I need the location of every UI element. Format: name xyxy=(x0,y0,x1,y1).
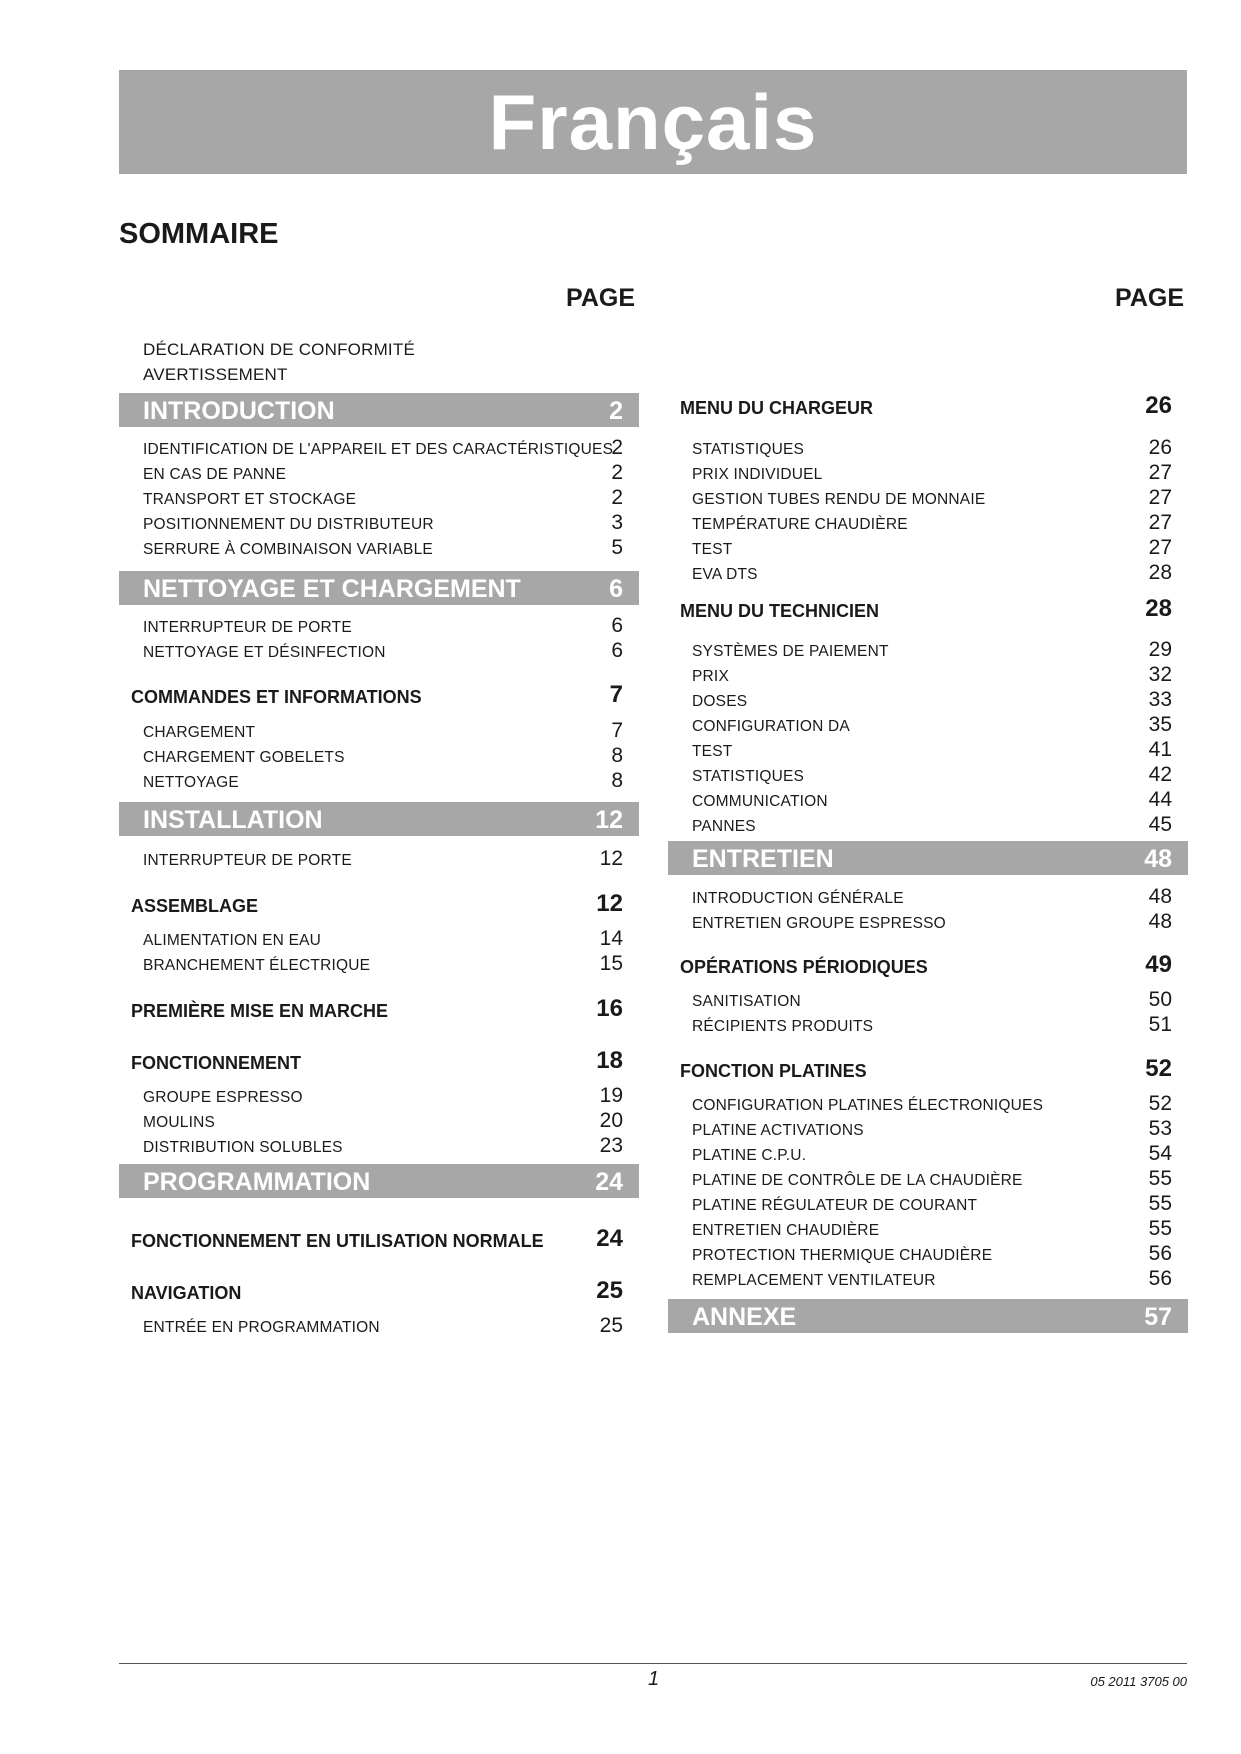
toc-entry xyxy=(668,1015,1188,1039)
toc-entry-page: 2 xyxy=(611,436,623,459)
toc-entry xyxy=(668,1119,1188,1143)
toc-entry-title: TRANSPORT ET STOCKAGE xyxy=(143,491,357,508)
toc-entry-page: 7 xyxy=(611,719,623,742)
toc-heading xyxy=(119,1226,639,1252)
toc-heading xyxy=(668,393,1188,419)
toc-entry-title: PLATINE RÉGULATEUR DE COURANT xyxy=(692,1197,978,1214)
toc-entry-page: 48 xyxy=(1148,885,1172,908)
toc-entry xyxy=(668,1219,1188,1243)
toc-entry-page: 57 xyxy=(1144,1303,1172,1331)
toc-entry-page: 52 xyxy=(1148,1092,1172,1115)
toc-entry-page: 48 xyxy=(1148,910,1172,933)
toc-section-bar xyxy=(119,393,639,427)
toc-section-bar xyxy=(119,571,639,605)
toc-entry-page: 18 xyxy=(596,1047,623,1074)
toc-entry-title: ENTRETIEN GROUPE ESPRESSO xyxy=(692,915,946,932)
toc-entry xyxy=(668,1269,1188,1293)
toc-entry-title: ENTRÉE EN PROGRAMMATION xyxy=(143,1319,380,1336)
toc-entry-title: POSITIONNEMENT DU DISTRIBUTEUR xyxy=(143,516,434,533)
toc-entry-page: 25 xyxy=(596,1277,623,1304)
toc-entry-title: DÉCLARATION DE CONFORMITÉ xyxy=(143,340,415,359)
toc-entry-page: 41 xyxy=(1148,738,1172,761)
toc-entry-title: STATISTIQUES xyxy=(692,441,805,458)
toc-entry xyxy=(668,715,1188,739)
toc-entry-page: 27 xyxy=(1148,461,1172,484)
toc-entry-title: REMPLACEMENT VENTILATEUR xyxy=(692,1272,936,1289)
banner-title: Français xyxy=(488,78,818,166)
toc-entry xyxy=(668,1244,1188,1268)
toc-entry-page: 2 xyxy=(611,486,623,509)
toc-entry-title: EN CAS DE PANNE xyxy=(143,466,287,483)
toc-entry-page: 6 xyxy=(611,614,623,637)
toc-entry-title: TEST xyxy=(692,743,733,760)
toc-entry-title: OPÉRATIONS PÉRIODIQUES xyxy=(680,957,928,977)
toc-entry-title: INTRODUCTION GÉNÉRALE xyxy=(692,890,904,907)
toc-section-bar xyxy=(668,841,1188,875)
toc-entry-title: TEST xyxy=(692,541,733,558)
toc-entry xyxy=(668,438,1188,462)
toc-entry-page: 2 xyxy=(609,397,623,425)
toc-entry-page: 23 xyxy=(599,1134,623,1157)
toc-entry-title: IDENTIFICATION DE L'APPAREIL ET DES CARACTÉRISTIQUES xyxy=(143,441,614,458)
toc-entry-title: INSTALLATION xyxy=(143,806,323,834)
toc-entry-page: 24 xyxy=(596,1225,623,1252)
toc-entry xyxy=(119,1086,639,1110)
toc-entry-page: 6 xyxy=(609,575,623,603)
toc-entry-page: 28 xyxy=(1145,595,1172,622)
toc-entry-page: 44 xyxy=(1148,788,1172,811)
toc-entry-page: 2 xyxy=(611,461,623,484)
toc-entry-title: ANNEXE xyxy=(692,1303,797,1331)
footer-divider xyxy=(119,1663,1187,1664)
toc-entry-title: FONCTION PLATINES xyxy=(680,1061,867,1081)
toc-entry-title: NETTOYAGE xyxy=(143,774,239,791)
toc-entry-title: INTERRUPTEUR DE PORTE xyxy=(143,852,352,869)
toc-entry xyxy=(668,563,1188,587)
toc-entry-title: CHARGEMENT GOBELETS xyxy=(143,749,345,766)
toc-entry-page: 3 xyxy=(611,511,623,534)
toc-entry xyxy=(668,463,1188,487)
toc-heading xyxy=(119,682,639,708)
page-column-header-right: PAGE xyxy=(1115,284,1184,312)
toc-entry-page: 27 xyxy=(1148,511,1172,534)
toc-entry-page: 6 xyxy=(611,639,623,662)
toc-entry-page: 27 xyxy=(1148,486,1172,509)
toc-entry xyxy=(668,1094,1188,1118)
toc-entry xyxy=(668,1194,1188,1218)
toc-entry xyxy=(668,640,1188,664)
toc-entry-page: 56 xyxy=(1148,1267,1172,1290)
toc-entry-page: 54 xyxy=(1148,1142,1172,1165)
toc-entry-page: 45 xyxy=(1148,813,1172,836)
toc-entry-title: FONCTIONNEMENT xyxy=(131,1053,301,1073)
toc-entry xyxy=(668,1144,1188,1168)
toc-entry-title: TEMPÉRATURE CHAUDIÈRE xyxy=(692,516,908,533)
toc-entry-title: SANITISATION xyxy=(692,993,801,1010)
toc-entry-title: COMMANDES ET INFORMATIONS xyxy=(131,687,422,707)
toc-entry-page: 20 xyxy=(599,1109,623,1132)
toc-entry-title: AVERTISSEMENT xyxy=(143,365,288,384)
toc-section-bar xyxy=(119,802,639,836)
toc-entry-title: PRIX xyxy=(692,668,729,685)
footer-page-number: 1 xyxy=(648,1668,660,1690)
toc-entry-page: 12 xyxy=(599,847,623,870)
toc-entry-title: SERRURE À COMBINAISON VARIABLE xyxy=(143,541,433,558)
toc-entry-title: FONCTIONNEMENT EN UTILISATION NORMALE xyxy=(131,1231,544,1251)
toc-entry-title: DISTRIBUTION SOLUBLES xyxy=(143,1139,343,1156)
toc-entry-page: 32 xyxy=(1148,663,1172,686)
toc-entry xyxy=(119,771,639,795)
toc-entry-title: INTRODUCTION xyxy=(143,397,335,425)
toc-entry-title: GESTION TUBES RENDU DE MONNAIE xyxy=(692,491,986,508)
toc-entry-page: 52 xyxy=(1145,1055,1172,1082)
toc-entry-title: COMMUNICATION xyxy=(692,793,828,810)
toc-entry-page: 50 xyxy=(1148,988,1172,1011)
toc-entry-page: 25 xyxy=(599,1314,623,1337)
footer-doc-code: 05 2011 3705 00 xyxy=(1090,1674,1187,1689)
language-banner xyxy=(119,70,1187,174)
toc-entry-title: ENTRETIEN xyxy=(692,845,834,873)
toc-entry-title: NAVIGATION xyxy=(131,1283,242,1303)
toc-entry xyxy=(668,815,1188,839)
toc-entry-title: CONFIGURATION DA xyxy=(692,718,850,735)
toc-heading xyxy=(119,891,639,917)
toc-entry-title: PREMIÈRE MISE EN MARCHE xyxy=(131,1001,389,1021)
toc-entry-page: 8 xyxy=(611,744,623,767)
toc-entry-page: 14 xyxy=(599,927,623,950)
toc-entry xyxy=(119,1111,639,1135)
toc-entry-page: 19 xyxy=(599,1084,623,1107)
toc-entry-page: 26 xyxy=(1148,436,1172,459)
toc-heading xyxy=(668,952,1188,978)
toc-heading xyxy=(668,1056,1188,1082)
toc-entry-page: 35 xyxy=(1148,713,1172,736)
toc-entry-page: 55 xyxy=(1148,1192,1172,1215)
toc-entry xyxy=(119,538,639,562)
toc-entry xyxy=(668,690,1188,714)
toc-heading xyxy=(119,1048,639,1074)
toc-entry xyxy=(119,513,639,537)
toc-entry-title: NETTOYAGE ET DÉSINFECTION xyxy=(143,644,386,661)
toc-entry-title: PLATINE ACTIVATIONS xyxy=(692,1122,864,1139)
toc-entry-title: PLATINE C.P.U. xyxy=(692,1147,807,1164)
toc-entry-title: CONFIGURATION PLATINES ÉLECTRONIQUES xyxy=(692,1097,1044,1114)
toc-entry xyxy=(119,1316,639,1340)
toc-entry xyxy=(119,1136,639,1160)
toc-entry-title: PRIX INDIVIDUEL xyxy=(692,466,823,483)
toc-entry-page: 55 xyxy=(1148,1217,1172,1240)
toc-entry xyxy=(119,849,639,873)
toc-entry-page: 16 xyxy=(596,995,623,1022)
toc-entry-title: CHARGEMENT xyxy=(143,724,256,741)
toc-entry-page: 53 xyxy=(1148,1117,1172,1140)
toc-heading xyxy=(119,996,639,1022)
toc-entry-title: ALIMENTATION EN EAU xyxy=(143,932,322,949)
toc-entry-page: 48 xyxy=(1144,845,1172,873)
toc-entry-title: SYSTÈMES DE PAIEMENT xyxy=(692,643,889,660)
toc-entry-page: 26 xyxy=(1145,392,1172,419)
toc-entry-title: GROUPE ESPRESSO xyxy=(143,1089,303,1106)
toc-entry-page: 55 xyxy=(1148,1167,1172,1190)
toc-entry-page: 33 xyxy=(1148,688,1172,711)
doc-title: SOMMAIRE xyxy=(119,218,279,250)
toc-section-bar xyxy=(668,1299,1188,1333)
toc-entry-page: 51 xyxy=(1148,1013,1172,1036)
toc-entry-page: 5 xyxy=(611,536,623,559)
toc-entry-title: BRANCHEMENT ÉLECTRIQUE xyxy=(143,957,371,974)
toc-entry xyxy=(668,538,1188,562)
toc-entry-title: PROGRAMMATION xyxy=(143,1168,371,1196)
toc-entry xyxy=(668,488,1188,512)
toc-entry xyxy=(668,513,1188,537)
toc-entry-title: PANNES xyxy=(692,818,756,835)
toc-entry-page: 12 xyxy=(595,806,623,834)
toc-entry xyxy=(119,721,639,745)
toc-entry xyxy=(668,790,1188,814)
toc-section-bar xyxy=(119,1164,639,1198)
toc-entry-page: 24 xyxy=(595,1168,623,1196)
toc-entry-title: DOSES xyxy=(692,693,748,710)
toc-entry-title: RÉCIPIENTS PRODUITS xyxy=(692,1018,874,1035)
toc-entry-title: MENU DU TECHNICIEN xyxy=(680,601,880,621)
toc-entry xyxy=(668,1169,1188,1193)
toc-entry xyxy=(119,438,639,462)
toc-entry-page: 28 xyxy=(1148,561,1172,584)
toc-entry-title: STATISTIQUES xyxy=(692,768,805,785)
toc-entry-title: PLATINE DE CONTRÔLE DE LA CHAUDIÈRE xyxy=(692,1172,1023,1189)
toc-entry xyxy=(119,929,639,953)
toc-entry-page: 15 xyxy=(599,952,623,975)
toc-entry-title: ASSEMBLAGE xyxy=(131,896,259,916)
toc-entry xyxy=(119,463,639,487)
toc-heading xyxy=(119,1278,639,1304)
toc-heading xyxy=(668,596,1188,622)
toc-entry xyxy=(119,954,639,978)
toc-entry xyxy=(668,665,1188,689)
toc-entry xyxy=(668,887,1188,911)
toc-entry-page: 12 xyxy=(596,890,623,917)
toc-entry-page: 8 xyxy=(611,769,623,792)
toc-entry-page: 56 xyxy=(1148,1242,1172,1265)
toc-entry xyxy=(668,740,1188,764)
toc-entry-page: 42 xyxy=(1148,763,1172,786)
toc-entry xyxy=(668,765,1188,789)
toc-entry-page: 27 xyxy=(1148,536,1172,559)
toc-entry-title: MOULINS xyxy=(143,1114,216,1131)
toc-entry xyxy=(668,990,1188,1014)
toc-entry xyxy=(119,488,639,512)
toc-entry-title: EVA DTS xyxy=(692,566,758,583)
toc-entry-title: MENU DU CHARGEUR xyxy=(680,398,873,418)
toc-entry-title: PROTECTION THERMIQUE CHAUDIÈRE xyxy=(692,1247,993,1264)
toc-entry xyxy=(668,912,1188,936)
toc-entry-title: INTERRUPTEUR DE PORTE xyxy=(143,619,352,636)
toc-entry-title: NETTOYAGE ET CHARGEMENT xyxy=(143,575,521,603)
page-column-header-left: PAGE xyxy=(566,284,635,312)
toc-entry xyxy=(119,746,639,770)
toc-entry-page: 49 xyxy=(1145,951,1172,978)
toc-entry xyxy=(119,641,639,665)
toc-entry-page: 7 xyxy=(609,681,623,708)
toc-entry-title: ENTRETIEN CHAUDIÈRE xyxy=(692,1222,880,1239)
toc-entry-page: 29 xyxy=(1148,638,1172,661)
toc-entry xyxy=(119,616,639,640)
